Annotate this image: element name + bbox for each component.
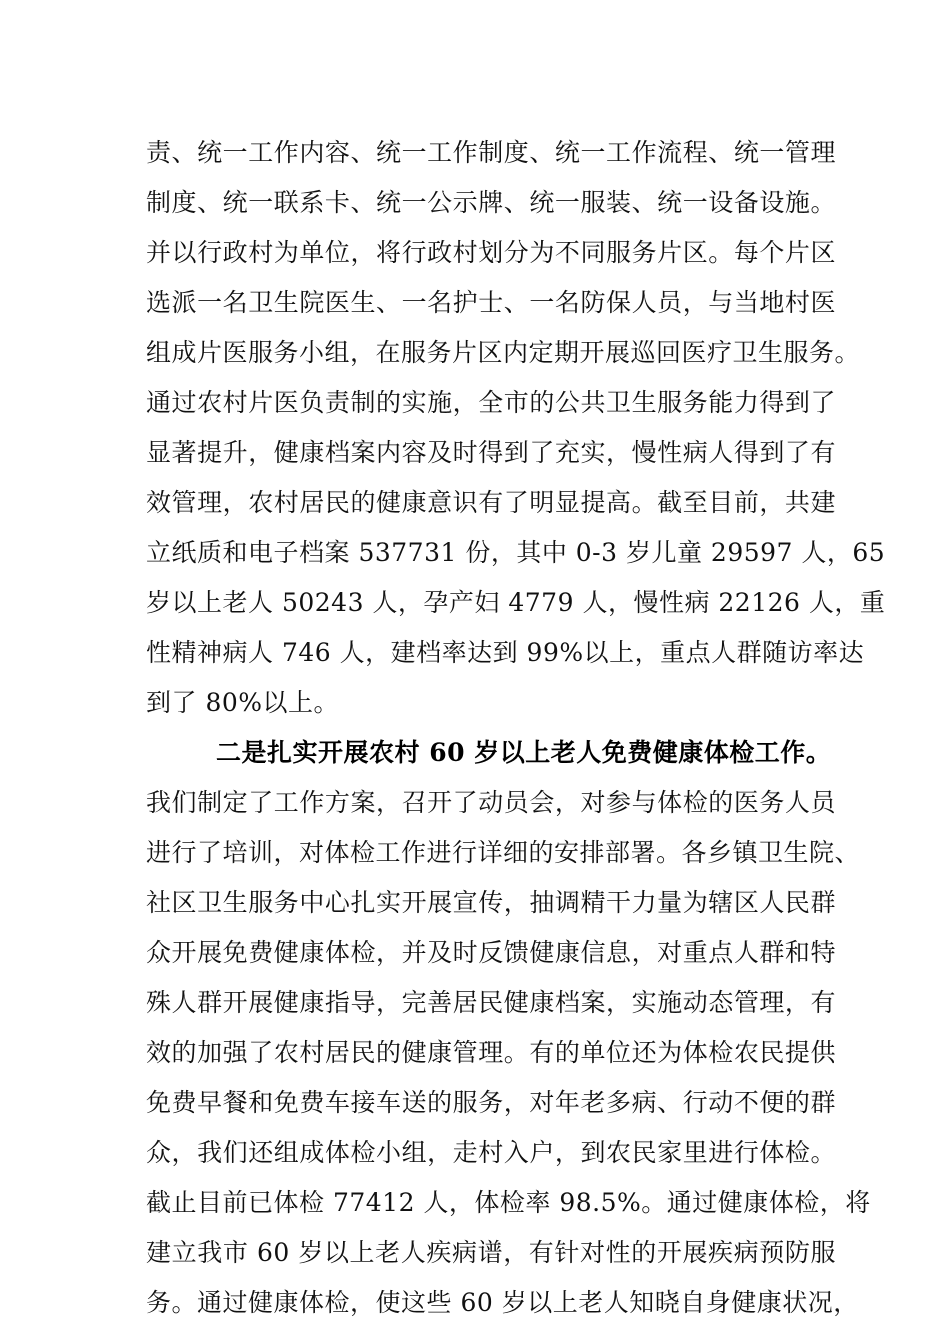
text-line: 通过农村片医负责制的实施，全市的公共卫生服务能力得到了 bbox=[146, 388, 836, 417]
text-line: 制度、统一联系卡、统一公示牌、统一服装、统一设备设施。 bbox=[146, 188, 836, 217]
text-line: 众开展免费健康体检，并及时反馈健康信息，对重点人群和特 bbox=[146, 938, 836, 967]
text-line: 截止目前已体检 77412 人，体检率 98.5%。通过健康体检，将 bbox=[146, 1188, 871, 1217]
text-line: 社区卫生服务中心扎实开展宣传，抽调精干力量为辖区人民群 bbox=[146, 888, 836, 917]
section-heading: 二是扎实开展农村 60 岁以上老人免费健康体检工作。 bbox=[216, 738, 832, 767]
text-line: 进行了培训，对体检工作进行详细的安排部署。各乡镇卫生院、 bbox=[146, 838, 861, 867]
text-line: 选派一名卫生院医生、一名护士、一名防保人员，与当地村医 bbox=[146, 288, 836, 317]
text-line: 效管理，农村居民的健康意识有了明显提高。截至目前，共建 bbox=[146, 488, 836, 517]
text-line: 免费早餐和免费车接车送的服务，对年老多病、行动不便的群 bbox=[146, 1088, 836, 1117]
text-line: 并以行政村为单位，将行政村划分为不同服务片区。每个片区 bbox=[146, 238, 836, 267]
text-line: 殊人群开展健康指导，完善居民健康档案，实施动态管理，有 bbox=[146, 988, 836, 1017]
text-line: 岁以上老人 50243 人，孕产妇 4779 人，慢性病 22126 人，重 bbox=[146, 588, 886, 617]
text-line: 显著提升，健康档案内容及时得到了充实，慢性病人得到了有 bbox=[146, 438, 836, 467]
text-line: 责、统一工作内容、统一工作制度、统一工作流程、统一管理 bbox=[146, 138, 836, 167]
text-line: 立纸质和电子档案 537731 份，其中 0-3 岁儿童 29597 人，65 bbox=[146, 538, 886, 567]
text-line: 性精神病人 746 人，建档率达到 99%以上，重点人群随访率达 bbox=[146, 638, 865, 667]
text-line: 效的加强了农村居民的健康管理。有的单位还为体检农民提供 bbox=[146, 1038, 836, 1067]
body-text bbox=[146, 128, 886, 1328]
text-line: 务。通过健康体检，使这些 60 岁以上老人知晓自身健康状况， bbox=[146, 1288, 859, 1317]
text-line: 到了 80%以上。 bbox=[146, 688, 340, 717]
text-line: 我们制定了工作方案，召开了动员会，对参与体检的医务人员 bbox=[146, 788, 836, 817]
text-line: 众，我们还组成体检小组，走村入户，到农民家里进行体检。 bbox=[146, 1138, 836, 1167]
text-line: 建立我市 60 岁以上老人疾病谱，有针对性的开展疾病预防服 bbox=[146, 1238, 836, 1267]
text-line: 组成片医服务小组，在服务片区内定期开展巡回医疗卫生服务。 bbox=[146, 338, 861, 367]
